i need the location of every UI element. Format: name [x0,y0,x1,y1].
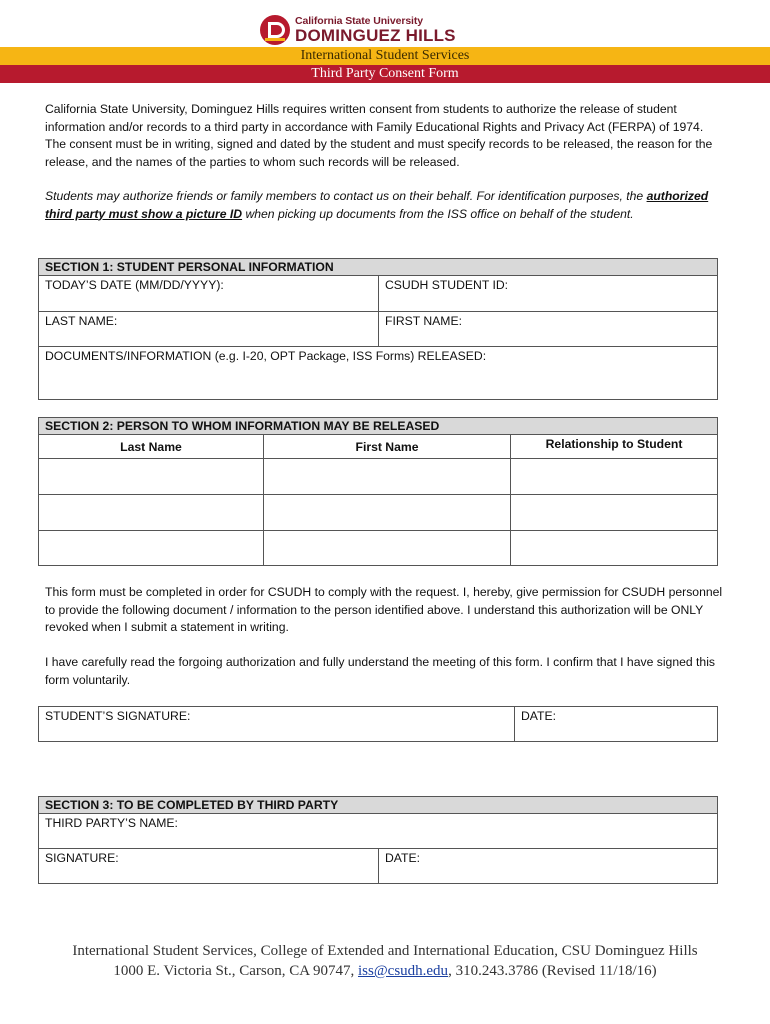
section1-table [38,258,718,400]
authorization-paragraph: This form must be completed in order for CSUDH to comply with the request. I, hereby, give permission for CSUDH personnel to provide the following document / information to the person identified above. I understand this authorization will be ONLY revoked when I submit a statement in writing. [45,585,723,634]
release-relationship-cell[interactable] [511,495,718,531]
col-first-name-header: First Name [264,435,511,459]
confirmation-paragraph: I have carefully read the forgoing authorization and fully understand the meeting of this form. I confirm that I have signed this form voluntarily. [45,655,716,687]
section1-title: SECTION 1: STUDENT PERSONAL INFORMATION [39,259,718,276]
last-name-field[interactable]: LAST NAME: [39,312,379,347]
todays-date-field[interactable]: TODAY’S DATE (MM/DD/YYYY): [39,276,379,312]
note-suffix: when picking up documents from the ISS office on behalf of the student. [242,206,634,221]
footer-phone-revised: , 310.243.3786 (Revised 11/18/16) [448,963,657,979]
footer-address: 1000 E. Victoria St., Carson, CA 90747, [113,963,358,979]
office-banner: International Student Services [0,47,770,65]
logo-campus-name: DOMINGUEZ HILLS [295,26,456,46]
intro-paragraph: California State University, Dominguez Hills requires written consent from students to authorize the release of student information and/or records to a third party in accordance with Family Educational Rights and Privacy Act (FERPA) of 1974. The consent must be in writing, signed and dated by the student and must specify records to be released, the reason for the release, and the names of the parties to whom such records will be released. [45,102,713,169]
col-relationship-header: Relationship to Student [511,435,718,459]
section3-title: SECTION 3: TO BE COMPLETED BY THIRD PARTY [39,797,718,814]
note-prefix: Students may authorize friends or family members to contact us on their behalf. For identification purposes, the [45,189,647,203]
authorization-note [45,188,725,223]
first-name-field[interactable]: FIRST NAME: [379,312,718,347]
release-first-name-cell[interactable] [264,531,511,566]
release-first-name-cell[interactable] [264,459,511,495]
section3-table [38,796,718,884]
student-signature-date-field[interactable]: DATE: [515,707,718,742]
release-relationship-cell[interactable] [511,531,718,566]
student-signature-table [38,706,718,742]
footer-contact-line [0,961,770,981]
section2-table [38,417,718,566]
section2-title: SECTION 2: PERSON TO WHOM INFORMATION MAY BE RELEASED [39,418,718,435]
release-last-name-cell[interactable] [39,531,264,566]
logo-university-name: California State University [295,14,424,27]
university-logo [259,13,456,47]
form-title-banner: Third Party Consent Form [0,65,770,83]
note-emphasis: authorized third party must show a picture ID [45,189,709,221]
student-id-field[interactable]: CSUDH STUDENT ID: [379,276,718,312]
third-party-name-field[interactable]: THIRD PARTY’S NAME: [39,814,718,849]
release-last-name-cell[interactable] [39,459,264,495]
footer-office-line: International Student Services, College of Extended and International Education, CSU Dominguez Hills [72,943,698,959]
student-signature-field[interactable]: STUDENT’S SIGNATURE: [39,707,515,742]
release-last-name-cell[interactable] [39,495,264,531]
third-party-date-field[interactable]: DATE: [379,849,718,884]
documents-released-field[interactable]: DOCUMENTS/INFORMATION (e.g. I-20, OPT Package, ISS Forms) RELEASED: [39,347,718,400]
release-first-name-cell[interactable] [264,495,511,531]
release-relationship-cell[interactable] [511,459,718,495]
csudh-seal-icon [259,14,291,46]
col-last-name-header: Last Name [39,435,264,459]
footer-email-link[interactable]: iss@csudh.edu [358,963,449,979]
third-party-signature-field[interactable]: SIGNATURE: [39,849,379,884]
